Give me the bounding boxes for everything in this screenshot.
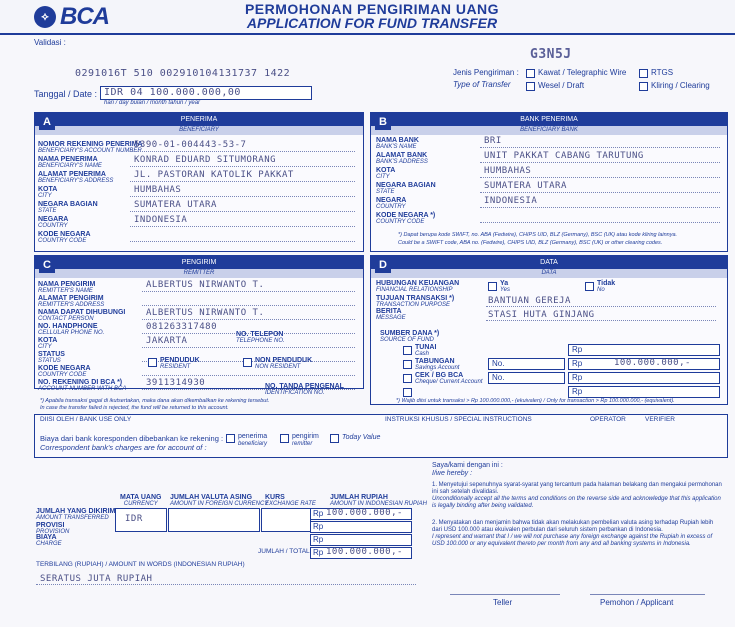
foreign-amount-field[interactable]	[168, 508, 260, 532]
clause-1: 1. Menyetujui sepenuhnya syarat-syarat yang tercantum pada halaman belakang dan mengakui permohonan ini sah setelah divalidasi. Unconditionally accept all the terms and conditions on the reverse side and acknowledge that this application is legally binding after being validated.	[432, 482, 722, 509]
total-field[interactable]: Rp 100.000.000,-	[310, 547, 412, 559]
remitter-field-label: NAMA DAPAT DIHUBUNGI CONTACT PERSON	[38, 309, 126, 322]
amount-transferred-label: JUMLAH YANG DIKIRIM AMOUNT TRANSFERRED	[36, 508, 116, 521]
bank-field-input-line[interactable]	[480, 222, 720, 223]
message-label: BERITA MESSAGE	[376, 308, 406, 321]
remitter-field-input-line[interactable]	[142, 305, 355, 306]
cheque-no-field[interactable]: No.	[488, 372, 565, 384]
bank-field-label: KODE NEGARA *) COUNTRY CODE	[376, 212, 436, 225]
form-header	[0, 0, 735, 35]
remitter-field-label: NAMA PENGIRIM REMITTER'S NAME	[38, 281, 96, 294]
beneficiary-field-label: NEGARA COUNTRY	[38, 216, 69, 229]
resident-checkbox[interactable]	[148, 358, 157, 367]
bank-field-value: SUMATERA UTARA	[484, 181, 567, 191]
bank-field-value: INDONESIA	[484, 196, 538, 206]
section-b-subtitle: BENEFICIARY BANK	[371, 126, 727, 135]
beneficiary-field-value: JL. PASTORAN KATOLIK PAKKAT	[134, 170, 294, 180]
beneficiary-field-label: NEGARA BAGIAN STATE	[38, 201, 98, 214]
savings-amount-field[interactable]: Rp 100.000.000,-	[568, 358, 720, 370]
purpose-value: BANTUAN GEREJA	[488, 296, 571, 306]
beneficiary-field-input-line[interactable]	[130, 166, 355, 167]
cheque-amount-field[interactable]: Rp	[568, 372, 720, 384]
transfer-type-label-en: Type of Transfer	[453, 80, 511, 89]
purpose-label: TUJUAN TRANSAKSI *) TRANSACTION PURPOSE	[376, 295, 455, 308]
beneficiary-field-input-line[interactable]	[130, 181, 355, 182]
cash-checkbox[interactable]	[403, 346, 412, 355]
applicant-signature-line[interactable]	[590, 594, 705, 595]
section-c-subtitle: REMITTER	[35, 269, 363, 278]
charge-remitter-label: pengirim remitter	[292, 433, 319, 447]
beneficiary-field-label: KODE NEGARA COUNTRY CODE	[38, 231, 91, 244]
kliring-label: Kliring / Clearing	[651, 81, 710, 90]
bca-logo	[34, 3, 109, 30]
section-c-note: *) Apabila transaksi gagal di ikutsertakan, maka dana akan dikembalikan ke rekening tersebut.	[40, 398, 270, 404]
today-value-checkbox[interactable]	[330, 434, 339, 443]
kawat-checkbox[interactable]	[526, 69, 535, 78]
bank-field-label: NEGARA COUNTRY	[376, 197, 407, 210]
exchange-rate-header: KURS EXCHANGE RATE	[265, 494, 316, 507]
date-sublabels: hari / day bulan / month tahun / year	[104, 100, 201, 106]
bank-field-input-line[interactable]	[480, 147, 720, 148]
applicant-label: Pemohon / Applicant	[600, 598, 674, 607]
resident-label: PENDUDUK RESIDENT	[160, 357, 200, 370]
bank-field-label: KOTA CITY	[376, 167, 396, 180]
reference-code: G3N5J	[530, 47, 572, 62]
rupiah-amount-field[interactable]: Rp 100.000.000,-	[310, 508, 412, 520]
cheque-label: CEK / BG BCA Cheque/ Current Account	[415, 372, 483, 385]
beneficiary-field-input-line[interactable]	[130, 151, 355, 152]
savings-no-field[interactable]: No.	[488, 358, 565, 370]
bca-logo-icon: ⟡	[34, 6, 56, 28]
date-value: IDR 04 100.000.000,00	[104, 87, 241, 98]
remitter-field-label: ALAMAT PENGIRIM REMITTER'S ADDRESS	[38, 295, 105, 308]
remitter-field-label: NO. HANDPHONE CELLULAR PHONE NO.	[38, 323, 105, 336]
section-c-title: PENGIRIM	[35, 256, 363, 269]
cheque-checkbox[interactable]	[403, 374, 412, 383]
remitter-field-input-line[interactable]	[142, 375, 355, 376]
remitter-field-value: JAKARTA	[146, 336, 188, 346]
beneficiary-field-input-line[interactable]	[130, 226, 355, 227]
bank-field-input-line[interactable]	[480, 207, 720, 208]
bank-use-label: DIISI OLEH / BANK USE ONLY	[40, 416, 132, 423]
section-d-subtitle: DATA	[371, 269, 727, 278]
teller-label: Teller	[493, 598, 513, 607]
declaration-label-en: I/we hereby :	[432, 470, 473, 477]
remitter-field-input-line[interactable]	[142, 291, 355, 292]
section-d-badge: D	[375, 257, 391, 273]
section-a-title: PENERIMA	[35, 113, 363, 126]
rtgs-checkbox[interactable]	[639, 69, 648, 78]
date-label: Tanggal / Date :	[34, 89, 98, 99]
charges-label: Biaya dari bank koresponden dibebankan ke rekening :	[40, 434, 224, 443]
special-instructions-label: INSTRUKSI KHUSUS / SPECIAL INSTRUCTIONS	[385, 416, 532, 423]
today-value-label: Today Value	[342, 434, 381, 441]
beneficiary-field-value: HUMBAHAS	[134, 185, 182, 195]
identification-label: NO. TANDA PENGENAL IDENTIFICATION NO.	[265, 383, 344, 396]
amount-in-words-value: SERATUS JUTA RUPIAH	[40, 574, 153, 584]
message-value: STASI HUTA GINJANG	[488, 310, 595, 320]
bank-name: BCA	[60, 3, 109, 30]
relationship-no-checkbox[interactable]	[585, 282, 594, 291]
relationship-yes-checkbox[interactable]	[488, 282, 497, 291]
beneficiary-field-label: ALAMAT PENERIMA BENEFICIARY'S ADDRESS	[38, 171, 114, 184]
kawat-label: Kawat / Telegraphic Wire	[538, 68, 627, 77]
wesel-label: Wesel / Draft	[538, 81, 585, 90]
provision-label: PROVISI PROVISION	[36, 522, 70, 535]
section-b-title: BANK PENERIMA	[371, 113, 727, 126]
section-a-badge: A	[39, 114, 55, 130]
section-b-note: *) Dapat berupa kode SWIFT, no. ABA (Fedwire), CHIPS UID, BLZ (Germany), BSC (UK) atau kode kliring lainnya.	[398, 232, 678, 238]
beneficiary-field-input-line[interactable]	[130, 196, 355, 197]
provision-amount-field[interactable]: Rp	[310, 521, 412, 533]
message-line[interactable]	[486, 320, 716, 321]
beneficiary-field-value: 5390-01-004443-53-7	[134, 140, 247, 150]
amount-in-words-line[interactable]	[36, 584, 416, 585]
clause-2: 2. Menyatakan dan menjamin bahwa tidak akan melakukan pembelian valuta asing terhadap Rupiah lebih dari USD 100.000 atau ekuivalen perbulan dari seluruh sistem perbankan di Indonesia. I represent and warrant that I / we will not purchase any foreign exchange against the Rupiah in excess of USD 100.000 or any equivalent thereto per month from any and all banking systems in Indonesia.	[432, 520, 714, 547]
beneficiary-field-label: NOMOR REKENING PENERIMA BENEFICIARY'S ACCOUNT NUMBER	[38, 141, 143, 154]
exchange-rate-field[interactable]	[261, 508, 311, 532]
remitter-field-value: ALBERTUS NIRWANTO T.	[146, 308, 265, 318]
foreign-amount-header: JUMLAH VALUTA ASING AMOUNT IN FOREIGN CURRENCY	[170, 494, 269, 507]
side-code	[0, 447, 1, 479]
bank-field-label: ALAMAT BANK BANK'S ADDRESS	[376, 152, 428, 165]
currency-header: MATA UANG CURRENCY	[120, 494, 162, 507]
section-d-title: DATA	[371, 256, 727, 269]
section-d-note: *) Wajib diisi untuk transaksi > Rp 100.000.000,- (ekuivalen) / Only for transaction > Rp 100.000.000,- (equivalent).	[396, 398, 675, 404]
remitter-field-input-line[interactable]	[142, 347, 355, 348]
beneficiary-field-input-line[interactable]	[130, 241, 355, 242]
other-checkbox[interactable]	[403, 388, 412, 397]
remitter-field-label: STATUS STATUS	[38, 351, 65, 364]
bank-field-label: NEGARA BAGIAN STATE	[376, 182, 436, 195]
bank-field-input-line[interactable]	[480, 192, 720, 193]
savings-label: TABUNGAN Savings Account	[415, 358, 460, 371]
bank-field-label: NAMA BANK BANK'S NAME	[376, 137, 419, 150]
charge-amount-field[interactable]: Rp	[310, 534, 412, 546]
validasi-label: Validasi :	[34, 38, 66, 47]
beneficiary-field-value: KONRAD EDUARD SITUMORANG	[134, 155, 277, 165]
remitter-field-value: ALBERTUS NIRWANTO T.	[146, 280, 265, 290]
beneficiary-field-value: SUMATERA UTARA	[134, 200, 217, 210]
remitter-field-label: NO. REKENING DI BCA *) ACCOUNT NUMBER WITH BCA	[38, 379, 127, 392]
charge-beneficiary-checkbox[interactable]	[226, 434, 235, 443]
non-resident-checkbox[interactable]	[243, 358, 252, 367]
section-a-subtitle: BENEFICIARY	[35, 126, 363, 135]
charges-label-en: Correspondent bank's charges are for account of :	[40, 443, 207, 452]
other-amount-field[interactable]: Rp	[568, 386, 720, 398]
savings-checkbox[interactable]	[403, 360, 412, 369]
bank-field-input-line[interactable]	[480, 177, 720, 178]
telepon-label: NO. TELEPON TELEPHONE NO.	[236, 331, 285, 344]
beneficiary-field-label: KOTA CITY	[38, 186, 58, 199]
verifier-label: VERIFIER	[645, 416, 675, 423]
rtgs-label: RTGS	[651, 68, 674, 77]
teller-signature-line[interactable]	[450, 594, 560, 595]
bank-field-value: BRI	[484, 136, 502, 146]
relationship-label: HUBUNGAN KEUANGAN FINANCIAL RELATIONSHIP	[376, 280, 460, 293]
section-c-badge: C	[39, 257, 55, 273]
declaration-label: Saya/kami dengan ini :	[432, 462, 503, 469]
purpose-line[interactable]	[486, 306, 716, 307]
charge-label: BIAYA CHARGE	[36, 534, 62, 547]
cash-label: TUNAI Cash	[415, 344, 437, 357]
charge-beneficiary-label: penerima beneficiary	[238, 433, 268, 447]
remitter-field-value: 3911314930	[146, 378, 206, 388]
beneficiary-field-label: NAMA PENERIMA BENEFICIARY'S NAME	[38, 156, 102, 169]
source-label: SUMBER DANA *) SOURCE OF FUND	[380, 330, 440, 343]
form-title: PERMOHONAN PENGIRIMAN UANG	[244, 1, 500, 17]
section-c-note-en: In case the transfer failed is rejected, the fund will be returned to this account.	[40, 405, 229, 411]
amount-in-words-label: TERBILANG (RUPIAH) / AMOUNT IN WORDS (INDONESIAN RUPIAH)	[36, 561, 245, 568]
remitter-field-value: 081263317480	[146, 322, 218, 332]
charge-remitter-checkbox[interactable]	[280, 434, 289, 443]
wesel-checkbox[interactable]	[526, 82, 535, 91]
currency-value: IDR	[125, 514, 143, 524]
validation-number: 0291016T 510 002910104131737 1422	[75, 68, 291, 79]
transfer-type-label: Jenis Pengiriman :	[453, 68, 519, 77]
relationship-no-label: Tidak No	[597, 280, 616, 293]
remitter-field-input-line[interactable]	[142, 319, 355, 320]
bank-field-value: UNIT PAKKAT CABANG TARUTUNG	[484, 151, 644, 161]
form-title-en: APPLICATION FOR FUND TRANSFER	[246, 15, 498, 31]
relationship-yes-label: Ya Yes	[500, 280, 511, 293]
remitter-field-label: KODE NEGARA COUNTRY CODE	[38, 365, 91, 378]
bank-field-input-line[interactable]	[480, 162, 720, 163]
cash-amount-field[interactable]: Rp	[568, 344, 720, 356]
rupiah-amount-header: JUMLAH RUPIAH AMOUNT IN INDONESIAN RUPIAH	[330, 494, 428, 507]
bank-field-value: HUMBAHAS	[484, 166, 532, 176]
operator-label: OPERATOR	[590, 416, 626, 423]
remitter-field-label: KOTA CITY	[38, 337, 58, 350]
total-label: JUMLAH / TOTAL	[258, 548, 310, 555]
beneficiary-field-input-line[interactable]	[130, 211, 355, 212]
section-b-badge: B	[375, 114, 391, 130]
beneficiary-field-value: INDONESIA	[134, 215, 188, 225]
non-resident-label: NON PENDUDUK NON RESIDENT	[255, 357, 313, 370]
section-b-note-en: Could be a SWIFT code, ABA no. (Fedwire), CHIPS UID, BLZ (Germany), BSC (UK) or other clearing codes.	[398, 240, 663, 246]
kliring-checkbox[interactable]	[639, 82, 648, 91]
